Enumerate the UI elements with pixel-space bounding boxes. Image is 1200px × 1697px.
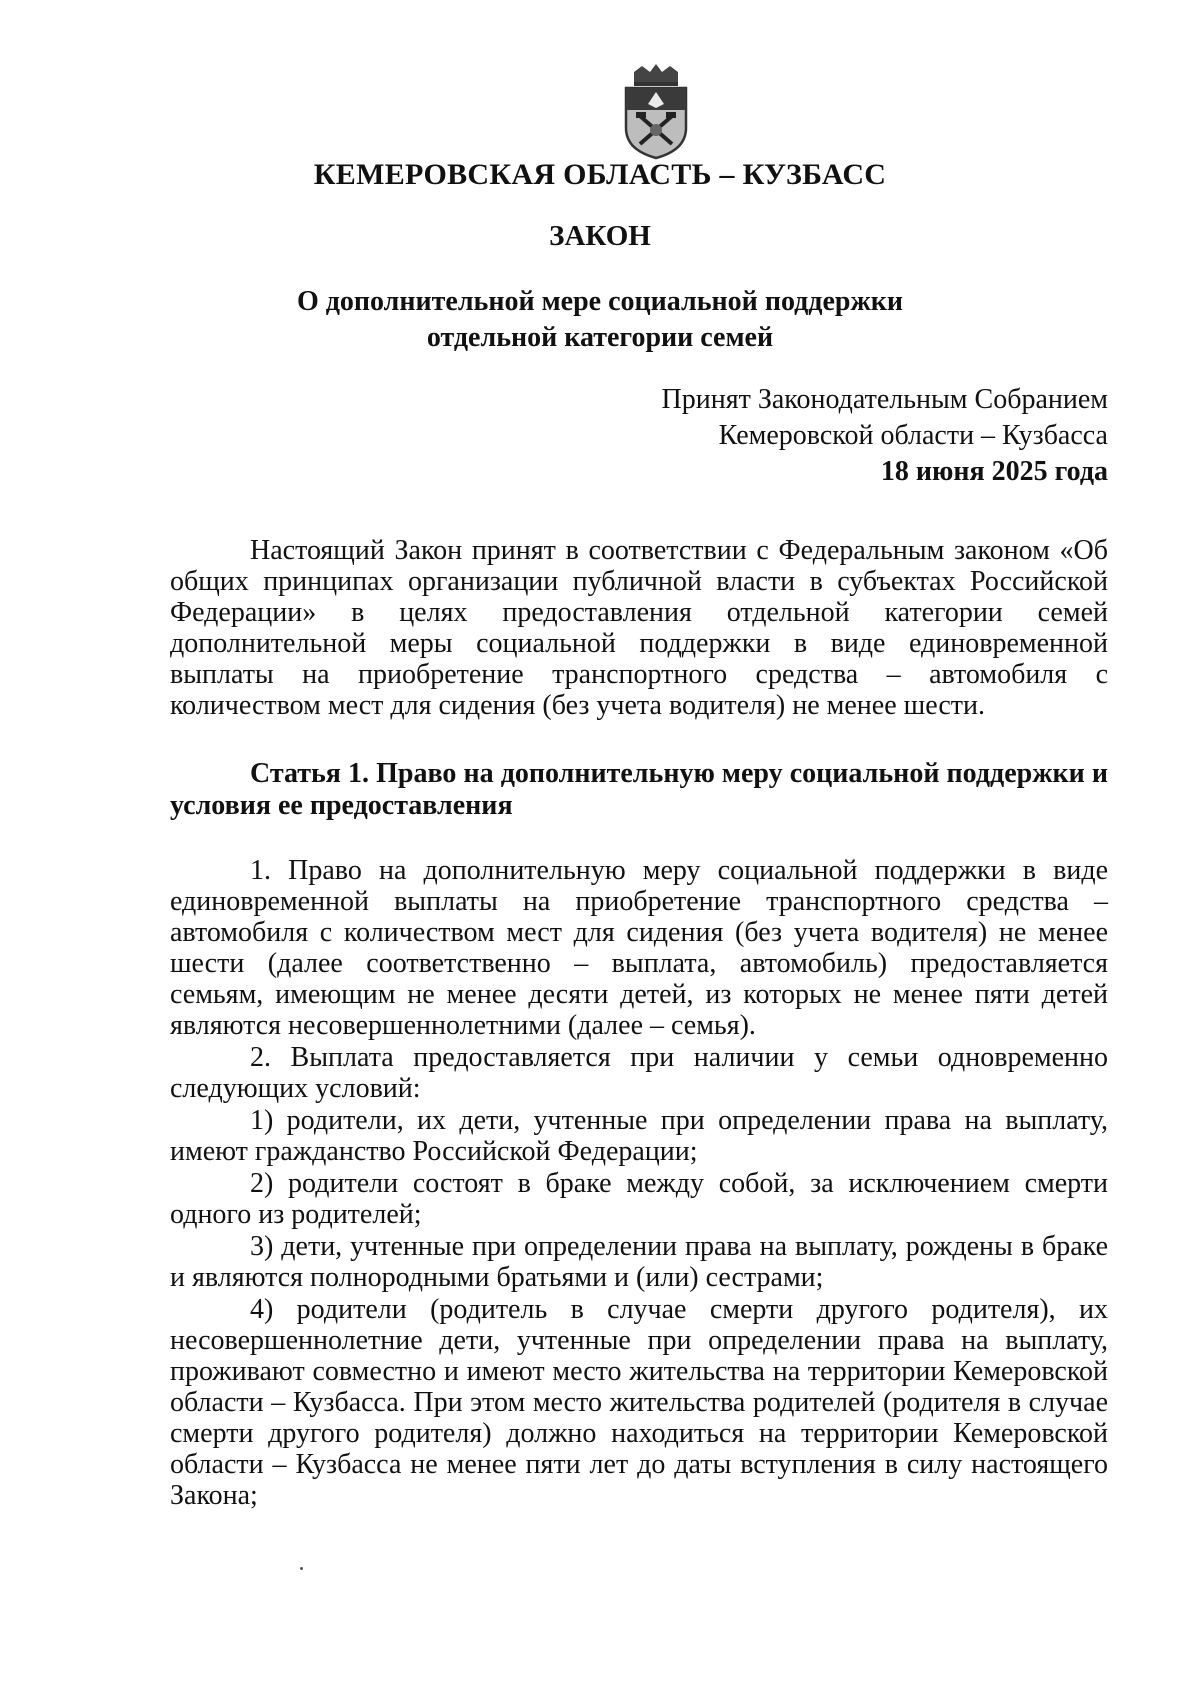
article-paragraph: 1) родители, их дети, учтенные при определении права на выплату, имеют гражданство Российской Федерации; bbox=[170, 1105, 1108, 1167]
adoption-date: 18 июня 2025 года bbox=[880, 456, 1108, 487]
preamble bbox=[170, 535, 1108, 721]
document-type: ЗАКОН bbox=[549, 220, 651, 252]
article-1-body bbox=[170, 855, 1108, 1511]
region-heading: КЕМЕРОВСКАЯ ОБЛАСТЬ – КУЗБАСС bbox=[313, 158, 887, 191]
adoption-line-2: Кемеровской области – Кузбасса bbox=[718, 420, 1108, 451]
scan-speck bbox=[300, 1567, 303, 1570]
law-title-line-1: О дополнительной мере социальной поддержки bbox=[296, 286, 904, 317]
adoption-block bbox=[662, 382, 1108, 490]
article-paragraph: 4) родители (родитель в случае смерти другого родителя), их несовершеннолетние дети, учтенные при определении права на выплату, проживают совместно и имеют место жительства на территории Кемеровской области – Кузбасса. При этом место жительства родителей (родителя в случае смерти другого родителя) должно находиться на территории Кемеровской области – Кузбасса не менее пяти лет до даты вступления в силу настоящего Закона; bbox=[170, 1294, 1108, 1511]
article-1-heading-text: Статья 1. Право на дополнительную меру социальной поддержки и условия ее предоставления bbox=[170, 758, 1108, 821]
law-title bbox=[0, 284, 1200, 356]
article-paragraph: 2) родители состоят в браке между собой, за исключением смерти одного из родителей; bbox=[170, 1168, 1108, 1230]
article-1-heading bbox=[170, 758, 1108, 822]
article-paragraph: 2. Выплата предоставляется при наличии у семьи одновременно следующих условий: bbox=[170, 1042, 1108, 1104]
preamble-paragraph: Настоящий Закон принят в соответствии с Федеральным законом «Об общих принципах организации публичной власти в субъектах Российской Федерации» в целях предоставления отдельной категории семей дополнительной меры социальной поддержки в виде единовременной выплаты на приобретение транспортного средства – автомобиля с количеством мест для сидения (без учета водителя) не менее шести. bbox=[170, 535, 1108, 721]
coat-of-arms-icon bbox=[620, 64, 692, 160]
article-paragraph: 3) дети, учтенные при определении права на выплату, рождены в браке и являются полнородными братьями и (или) сестрами; bbox=[170, 1231, 1108, 1293]
adoption-line-1: Принят Законодательным Собранием bbox=[661, 384, 1108, 415]
article-paragraph: 1. Право на дополнительную меру социальной поддержки в виде единовременной выплаты на приобретение транспортного средства – автомобиля с количеством мест для сидения (без учета водителя) не менее шести (далее соответственно – выплата, автомобиль) предоставляется семьям, имеющим не менее десяти детей, из которых не менее пяти детей являются несовершеннолетними (далее – семья). bbox=[170, 855, 1108, 1041]
law-title-line-2: отдельной категории семей bbox=[426, 322, 774, 353]
